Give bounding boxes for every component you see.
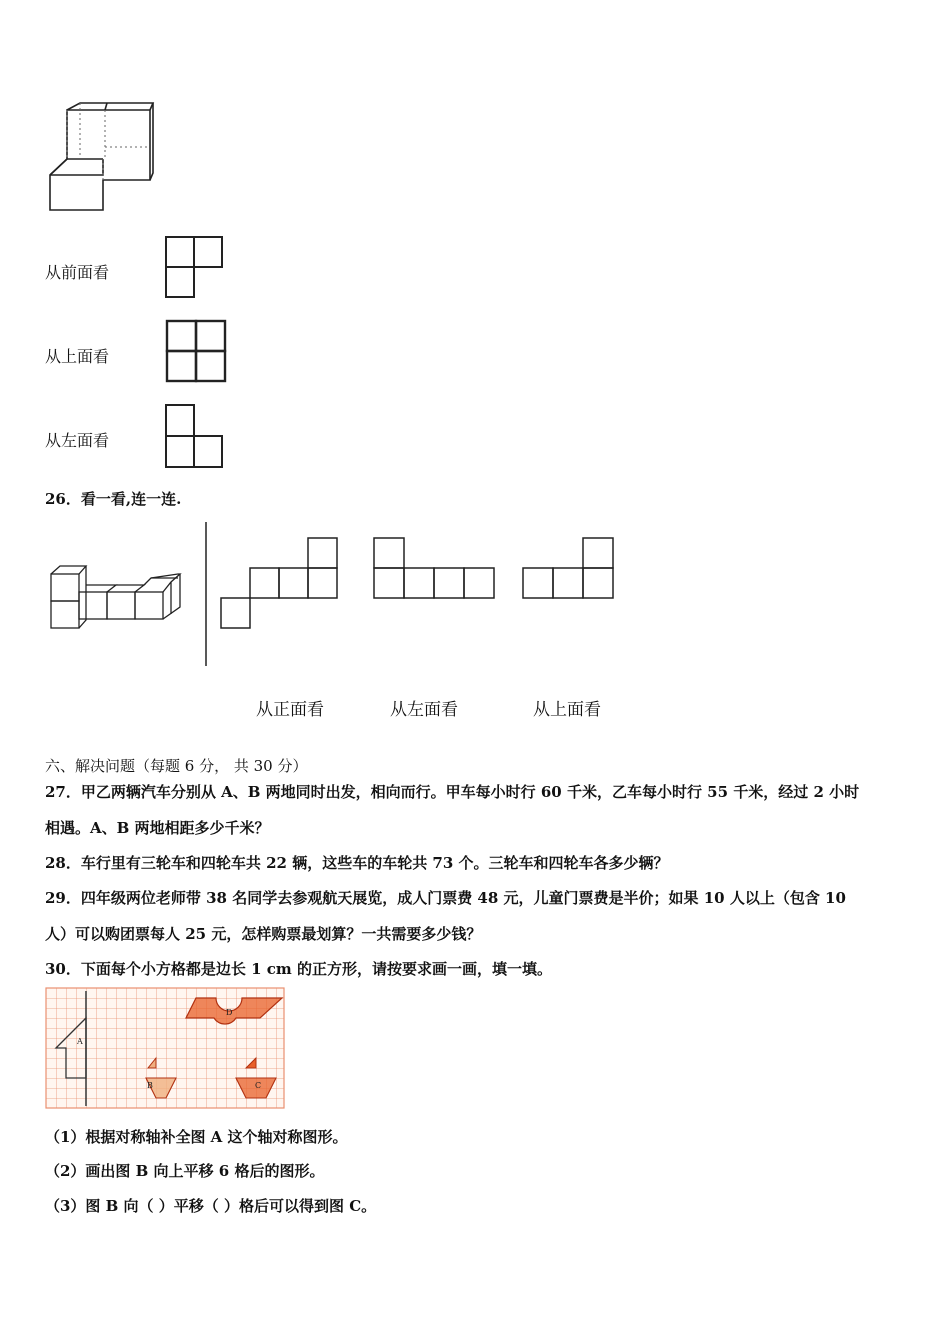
q30-sub2: （2）画出图 B 向上平移 6 格后的图形。 <box>45 1162 325 1180</box>
q26-solid-figure <box>48 562 188 632</box>
q30-title: 30．下面每个小方格都是边长 1 cm 的正方形，请按要求画一画，填一填。 <box>45 960 552 978</box>
q30-sub3: （3）图 B 向（ ）平移（ ）格后可以得到图 C。 <box>45 1197 377 1215</box>
q29-line2: 人）可以购团票每人 25 元，怎样购票最划算？一共需要多少钱？ <box>45 925 482 943</box>
q25-solid-figure <box>40 95 165 225</box>
label-c: C <box>255 1081 262 1090</box>
q26-caption-front: 从正面看 <box>256 700 324 720</box>
label-a: A <box>77 1037 83 1046</box>
top-view-drawing <box>164 318 228 384</box>
q30-grid-figure <box>46 988 286 1110</box>
front-view-drawing <box>163 234 225 300</box>
q26-view-option-3 <box>521 536 617 602</box>
left-view-drawing <box>163 402 225 470</box>
q26-caption-left: 从左面看 <box>390 700 458 720</box>
q26-title: 26．看一看,连一连. <box>45 490 182 508</box>
q27-line1: 27．甲乙两辆汽车分别从 A、B 两地同时出发，相向而行。甲车每小时行 60 千米，乙车每小时行 55 千米，经过 2 小时 <box>45 783 860 801</box>
q29-line1: 29．四年级两位老师带 38 名同学去参观航天展览，成人门票费 48 元，儿童门票费是半价；如果 10 人以上（包含 10 <box>45 889 846 907</box>
q28-line1: 28．车行里有三轮车和四轮车共 22 辆，这些车的车轮共 73 个。三轮车和四轮车各多少辆？ <box>45 854 669 872</box>
section6-heading: 六、解决问题（每题 6 分， 共 30 分） <box>45 757 308 775</box>
view-label-top: 从上面看 <box>45 347 110 366</box>
view-label-left: 从左面看 <box>45 431 110 450</box>
q27-line2: 相遇。A、B 两地相距多少千米？ <box>45 819 270 837</box>
q26-divider-line <box>203 522 209 668</box>
view-label-front: 从前面看 <box>45 263 110 282</box>
label-b: B <box>147 1081 153 1090</box>
label-d: D <box>226 1008 233 1017</box>
q26-view-option-2 <box>372 536 498 602</box>
q30-sub1: （1）根据对称轴补全图 A 这个轴对称图形。 <box>45 1128 348 1146</box>
q26-caption-top: 从上面看 <box>533 700 601 720</box>
q26-view-option-1 <box>217 536 341 630</box>
